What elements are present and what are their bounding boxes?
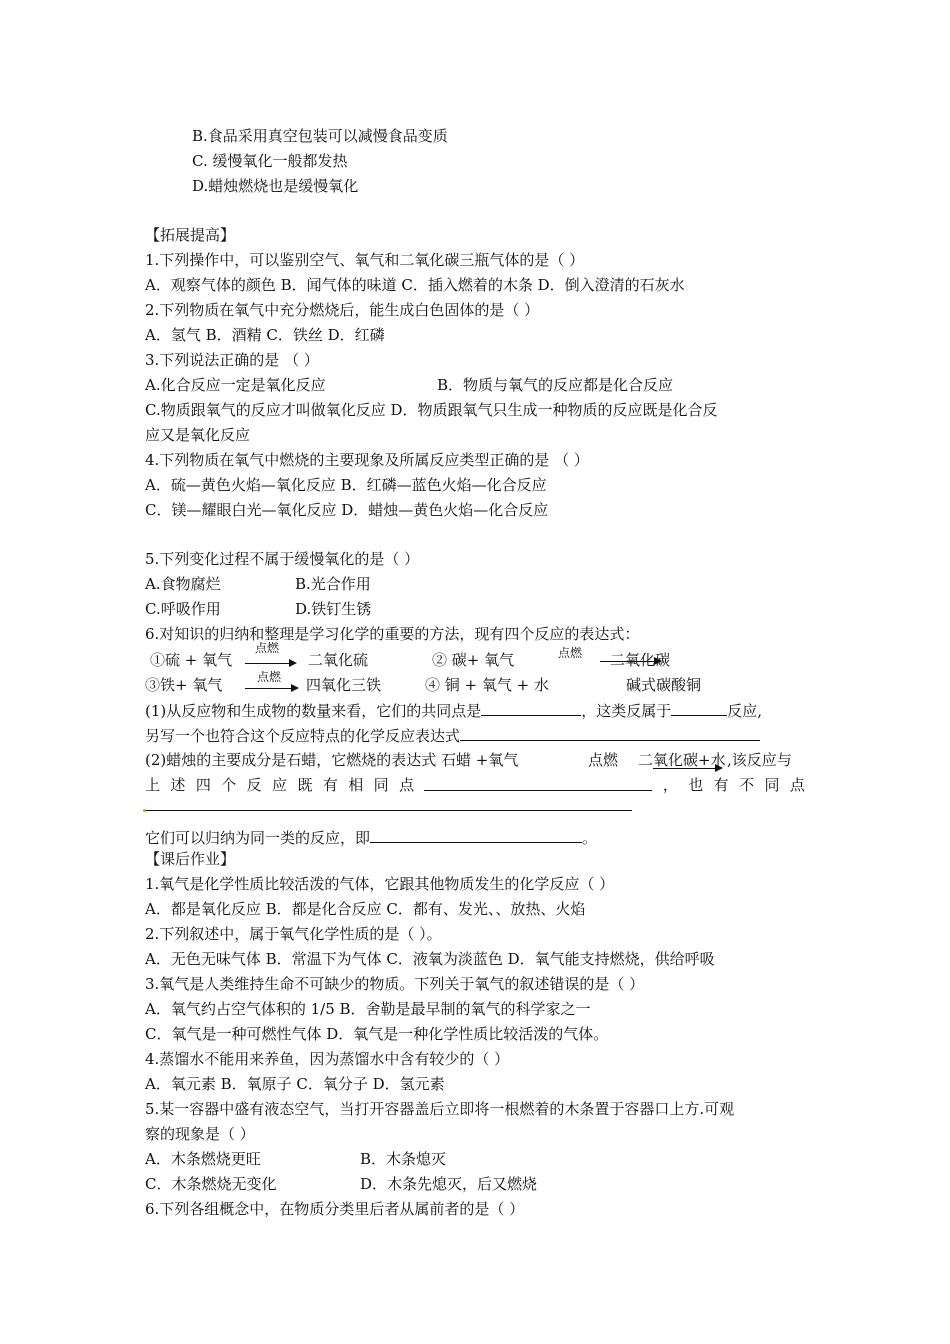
answer-blank-different-point[interactable]: [145, 810, 632, 811]
subq-2-text-a: (2)蜡烛的主要成分是石蜡，它燃烧的表达式 石蜡 +氧气: [145, 751, 519, 769]
word: 相: [348, 776, 364, 794]
prev-option-b: B.食品采用真空包装可以减慢食品变质: [192, 127, 448, 145]
subq-2-justified-line: [145, 775, 805, 795]
subq-2-text-d: 它们可以归纳为同一类的反应，即: [145, 829, 371, 847]
section-heading-extension: 【拓展提高】: [145, 226, 236, 244]
reaction-3-arrow: [245, 688, 297, 689]
ext-q3-option-cd: C.物质跟氧气的反应才叫做氧化反应 D．物质跟氧气只生成一种物质的反应既是化合反: [145, 401, 718, 419]
subq-2-condition: 点燃: [588, 751, 619, 769]
prev-option-c: C. 缓慢氧化一般都发热: [192, 152, 348, 170]
subq-1-text-c: 反应,: [727, 702, 763, 720]
subq-1-text-a: (1)从反应物和生成物的数量来看，它们的共同点是: [145, 702, 482, 720]
hw-q5-option-d: D．木条先熄灭，后又燃烧: [360, 1175, 538, 1193]
subq-2-product: 二氧化碳+水: [638, 751, 726, 769]
ext-q5-option-a: A.食物腐烂: [145, 575, 221, 593]
ext-q3-option-a: A.化合反应一定是氧化反应: [145, 376, 326, 394]
reaction-2-condition: 点燃: [558, 646, 583, 660]
reaction-1-arrow: [245, 663, 295, 664]
answer-blank-common-point[interactable]: [481, 700, 581, 716]
marker-dot: [143, 809, 146, 812]
reaction-1-product: 二氧化硫: [308, 651, 369, 669]
word: ，: [662, 776, 678, 794]
ext-q3: 3.下列说法正确的是 （ ）: [145, 351, 319, 369]
reaction-1-condition: 点燃: [255, 641, 280, 655]
ext-q2: 2.下列物质在氧气中充分燃烧后，能生成白色固体的是（ ）: [145, 301, 540, 319]
ext-q3-option-d-cont: 应又是氧化反应: [145, 426, 251, 444]
ext-q2-options: A．氢气 B．酒精 C．铁丝 D．红磷: [145, 326, 385, 344]
ext-q6: 6.对知识的归纳和整理是学习化学的重要的方法，现有四个反应的表达式：: [145, 625, 640, 643]
subq-2-text-c: ,该反应与: [727, 751, 792, 769]
subq-2-text-e: 。: [582, 829, 598, 847]
subq-2-line-3: [145, 827, 597, 848]
subq-1-line: [145, 700, 762, 721]
hw-q1-options: A．都是氧化反应 B．都是化合反应 C．都有、发光、、放热、火焰: [145, 900, 586, 918]
reaction-2-product: 二氧化碳: [610, 651, 671, 669]
hw-q2: 2.下列叙述中，属于氧气化学性质的是（ ）。: [145, 925, 442, 943]
ext-q1-options: A．观察气体的颜色 B．闻气体的味道 C．插入燃着的木条 D．倒入澄清的石灰水: [145, 276, 685, 294]
word: 也: [688, 776, 704, 794]
hw-q4: 4.蒸馏水不能用来养鱼，因为蒸馏水中含有较少的（ ）: [145, 1050, 510, 1068]
hw-q3: 3.氧气是人类维持生命不可缺少的物质。下列关于氧气的叙述错误的是（ ）: [145, 975, 645, 993]
hw-q5-cont: 察的现象是（ ）: [145, 1125, 255, 1143]
reaction-2-reactants: ② 碳+ 氧气: [432, 651, 515, 669]
answer-blank-reaction-class[interactable]: [370, 827, 582, 843]
reaction-4-reactants: ④ 铜 + 氧气 + 水: [425, 676, 549, 694]
ext-q5-option-d: D.铁钉生锈: [295, 600, 372, 618]
hw-q3-options-ab: A．氧气约占空气体积的 1/5 B．舍勒是最早制的氧气的科学家之一: [145, 1000, 591, 1018]
section-heading-homework: 【课后作业】: [145, 850, 236, 868]
subq-1-line-2: [145, 725, 760, 746]
reaction-3-product: 四氧化三铁: [306, 676, 382, 694]
word: 同: [764, 776, 780, 794]
ext-q5-option-c: C.呼吸作用: [145, 600, 221, 618]
word: 点: [399, 776, 415, 794]
word: 上: [145, 776, 161, 794]
word: 同: [373, 776, 389, 794]
ext-q4: 4.下列物质在氧气中燃烧的主要现象及所属反应类型正确的是 （ ）: [145, 451, 589, 469]
hw-q2-options: A．无色无味气体 B．常温下为气体 C．液氧为淡蓝色 D．氧气能支持燃烧，供给呼吸: [145, 950, 715, 968]
word: 四: [195, 776, 211, 794]
ext-q1: 1.下列操作中，可以鉴别空气、氧气和二氧化碳三瓶气体的是（ ）: [145, 251, 585, 269]
prev-option-d: D.蜡烛燃烧也是缓慢氧化: [192, 177, 359, 195]
ext-q4-options-ab: A．硫—黄色火焰—氧化反应 B．红磷—蓝色火焰—化合反应: [145, 476, 547, 494]
hw-q4-options: A．氧元素 B．氧原子 C．氧分子 D．氢元素: [145, 1075, 445, 1093]
word: 应: [272, 776, 288, 794]
word: 既: [297, 776, 313, 794]
word: 有: [713, 776, 729, 794]
ext-q5: 5.下列变化过程不属于缓慢氧化的是（ ）: [145, 550, 420, 568]
ext-q5-option-b: B.光合作用: [295, 575, 371, 593]
answer-blank-expression[interactable]: [460, 725, 760, 741]
word: 个: [221, 776, 237, 794]
subq-1-text-b: ，这类反属于: [581, 702, 672, 720]
word: 述: [170, 776, 186, 794]
hw-q5-option-c: C．木条燃烧无变化: [145, 1175, 277, 1193]
reaction-1-reactants: ①硫 + 氧气: [150, 651, 233, 669]
word: 点: [789, 776, 805, 794]
hw-q5: 5.某一容器中盛有液态空气，当打开容器盖后立即将一根燃着的木条置于容器口上方.可观: [145, 1100, 735, 1118]
reaction-3-condition: 点燃: [257, 670, 282, 684]
answer-blank-reaction-type[interactable]: [671, 700, 727, 716]
hw-q1: 1.氧气是化学性质比较活泼的气体，它跟其他物质发生的化学反应（ ）: [145, 875, 615, 893]
answer-blank-same-point[interactable]: [424, 775, 652, 791]
ext-q4-options-cd: C．镁—耀眼白光—氧化反应 D．蜡烛—黄色火焰—化合反应: [145, 501, 549, 519]
word: 有: [322, 776, 338, 794]
hw-q5-option-b: B．木条熄灭: [360, 1150, 447, 1168]
hw-q6: 6.下列各组概念中，在物质分类里后者从属前者的是（ ）: [145, 1200, 525, 1218]
reaction-3-reactants: ③铁+ 氧气: [145, 676, 223, 694]
hw-q3-options-cd: C．氧气是一种可燃性气体 D．氧气是一种化学性质比较活泼的气体。: [145, 1025, 609, 1043]
hw-q5-option-a: A．木条燃烧更旺: [145, 1150, 261, 1168]
subq-1-text-d: 另写一个也符合这个反应特点的化学反应表达式: [145, 727, 461, 745]
reaction-4-product: 碱式碳酸铜: [626, 676, 702, 694]
ext-q3-option-b: B．物质与氧气的反应都是化合反应: [437, 376, 674, 394]
subq-2-arrow: [653, 768, 721, 769]
word: 反: [246, 776, 262, 794]
word: 不: [739, 776, 755, 794]
